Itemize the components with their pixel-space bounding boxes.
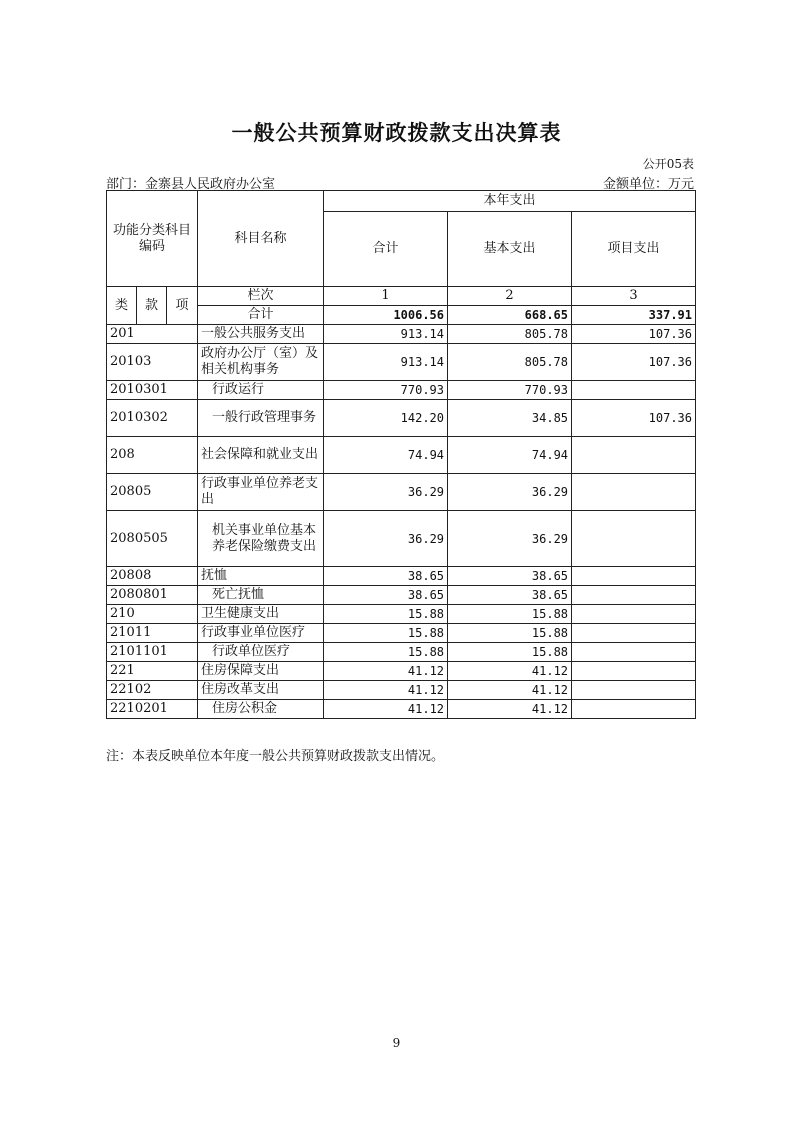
row-project xyxy=(572,624,696,643)
expenditure-table xyxy=(106,190,696,719)
row-subject-name: 行政事业单位医疗 xyxy=(198,624,324,643)
header-subject-name: 科目名称 xyxy=(198,191,324,287)
row-project xyxy=(572,681,696,700)
row-total: 913.14 xyxy=(324,344,448,381)
row-basic: 36.29 xyxy=(448,474,572,511)
row-project xyxy=(572,511,696,567)
row-project xyxy=(572,643,696,662)
page-number: 9 xyxy=(392,1036,401,1050)
table-row xyxy=(107,605,696,624)
form-number: 公开05表 xyxy=(642,157,694,171)
row-project xyxy=(572,381,696,400)
table-row xyxy=(107,344,696,381)
header-lei: 类 xyxy=(107,287,137,325)
row-code: 2080505 xyxy=(107,511,198,567)
totals-project: 337.91 xyxy=(572,306,696,325)
department-label: 部门：金寨县人民政府办公室 xyxy=(106,177,276,192)
row-basic: 15.88 xyxy=(448,624,572,643)
row-basic: 805.78 xyxy=(448,325,572,344)
row-subject-name: 机关事业单位基本养老保险缴费支出 xyxy=(198,511,324,567)
amount-unit-label: 金额单位：万元 xyxy=(602,177,694,192)
row-subject-name: 行政事业单位养老支出 xyxy=(198,474,324,511)
row-subject-name: 行政单位医疗 xyxy=(198,643,324,662)
row-project xyxy=(572,437,696,474)
row-subject-name: 社会保障和就业支出 xyxy=(198,437,324,474)
row-code: 2010302 xyxy=(107,400,198,437)
row-total: 41.12 xyxy=(324,662,448,681)
header-func-code: 功能分类科目编码 xyxy=(107,191,198,287)
row-total: 36.29 xyxy=(324,474,448,511)
row-subject-name: 住房改革支出 xyxy=(198,681,324,700)
row-total: 15.88 xyxy=(324,643,448,662)
row-code: 2101101 xyxy=(107,643,198,662)
row-total: 36.29 xyxy=(324,511,448,567)
row-basic: 15.88 xyxy=(448,643,572,662)
row-basic: 15.88 xyxy=(448,605,572,624)
row-project: 107.36 xyxy=(572,325,696,344)
row-project xyxy=(572,586,696,605)
row-basic: 41.12 xyxy=(448,681,572,700)
table-row xyxy=(107,662,696,681)
row-subject-name: 行政运行 xyxy=(198,381,324,400)
row-total: 142.20 xyxy=(324,400,448,437)
row-subject-name: 政府办公厅（室）及相关机构事务 xyxy=(198,344,324,381)
table-row xyxy=(107,437,696,474)
row-basic: 805.78 xyxy=(448,344,572,381)
row-project xyxy=(572,700,696,719)
row-project xyxy=(572,474,696,511)
row-basic: 38.65 xyxy=(448,586,572,605)
header-col1: 1 xyxy=(324,287,448,306)
table-row xyxy=(107,381,696,400)
header-total: 合计 xyxy=(324,212,448,287)
header-col2: 2 xyxy=(448,287,572,306)
row-subject-name: 抚恤 xyxy=(198,567,324,586)
row-total: 913.14 xyxy=(324,325,448,344)
row-code: 221 xyxy=(107,662,198,681)
row-total: 15.88 xyxy=(324,605,448,624)
row-code: 210 xyxy=(107,605,198,624)
header-this-year: 本年支出 xyxy=(324,191,696,212)
table-row xyxy=(107,681,696,700)
page-title: 一般公共预算财政拨款支出决算表 xyxy=(231,120,562,145)
row-code: 20805 xyxy=(107,474,198,511)
row-subject-name: 卫生健康支出 xyxy=(198,605,324,624)
table-row xyxy=(107,474,696,511)
row-total: 770.93 xyxy=(324,381,448,400)
header-xiang: 项 xyxy=(167,287,198,325)
row-total: 15.88 xyxy=(324,624,448,643)
row-subject-name: 一般行政管理事务 xyxy=(198,400,324,437)
row-code: 2010301 xyxy=(107,381,198,400)
header-project: 项目支出 xyxy=(572,212,696,287)
row-project: 107.36 xyxy=(572,344,696,381)
table-row xyxy=(107,400,696,437)
row-basic: 34.85 xyxy=(448,400,572,437)
row-project xyxy=(572,662,696,681)
row-project: 107.36 xyxy=(572,400,696,437)
table-row xyxy=(107,325,696,344)
header-column-no: 栏次 xyxy=(198,287,324,306)
table-row xyxy=(107,511,696,567)
row-code: 208 xyxy=(107,437,198,474)
row-basic: 38.65 xyxy=(448,567,572,586)
row-basic: 770.93 xyxy=(448,381,572,400)
table-row xyxy=(107,586,696,605)
row-total: 41.12 xyxy=(324,681,448,700)
row-basic: 41.12 xyxy=(448,700,572,719)
row-project xyxy=(572,567,696,586)
row-subject-name: 住房公积金 xyxy=(198,700,324,719)
header-kuan: 款 xyxy=(137,287,167,325)
row-project xyxy=(572,605,696,624)
table-row xyxy=(107,643,696,662)
table-row xyxy=(107,567,696,586)
row-subject-name: 住房保障支出 xyxy=(198,662,324,681)
table-row xyxy=(107,624,696,643)
row-basic: 36.29 xyxy=(448,511,572,567)
header-basic: 基本支出 xyxy=(448,212,572,287)
row-basic: 74.94 xyxy=(448,437,572,474)
row-code: 201 xyxy=(107,325,198,344)
table-row xyxy=(107,700,696,719)
row-total: 41.12 xyxy=(324,700,448,719)
row-subject-name: 一般公共服务支出 xyxy=(198,325,324,344)
totals-label: 合计 xyxy=(198,306,324,325)
row-code: 22102 xyxy=(107,681,198,700)
table-note: 注：本表反映单位本年度一般公共预算财政拨款支出情况。 xyxy=(106,749,445,764)
row-code: 2080801 xyxy=(107,586,198,605)
row-code: 20808 xyxy=(107,567,198,586)
row-code: 20103 xyxy=(107,344,198,381)
row-code: 2210201 xyxy=(107,700,198,719)
totals-basic: 668.65 xyxy=(448,306,572,325)
row-total: 74.94 xyxy=(324,437,448,474)
row-subject-name: 死亡抚恤 xyxy=(198,586,324,605)
row-code: 21011 xyxy=(107,624,198,643)
row-basic: 41.12 xyxy=(448,662,572,681)
totals-total: 1006.56 xyxy=(324,306,448,325)
header-col3: 3 xyxy=(572,287,696,306)
row-total: 38.65 xyxy=(324,586,448,605)
row-total: 38.65 xyxy=(324,567,448,586)
